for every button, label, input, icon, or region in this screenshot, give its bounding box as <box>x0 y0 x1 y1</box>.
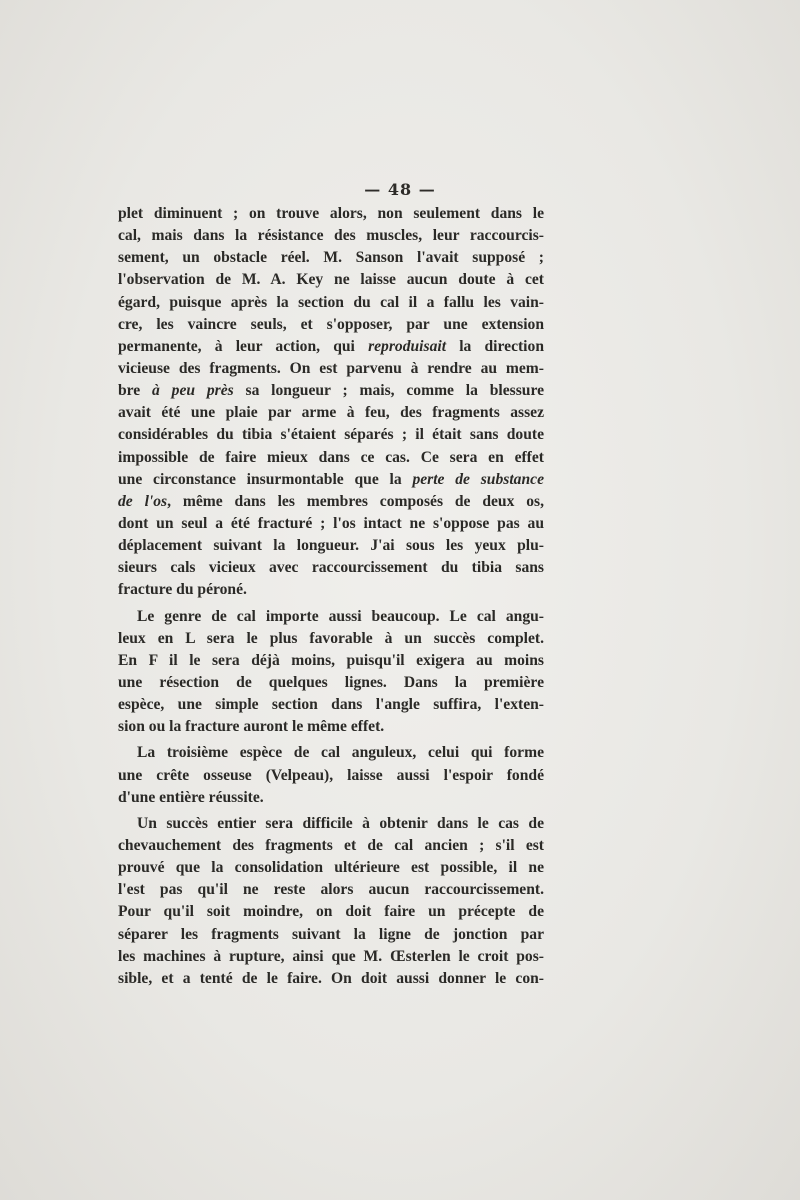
text-run: impossible de faire mieux dans ce cas. Ce sera en effet <box>118 448 544 466</box>
text-run: Pour qu'il soit moindre, on doit faire un précepte de <box>118 903 544 921</box>
text-line <box>118 203 544 225</box>
text-line <box>118 879 544 901</box>
text-line <box>118 813 544 835</box>
text-run: vicieuse des fragments. On est parvenu à rendre au mem- <box>118 359 544 377</box>
text-run: Un succès entier sera difficile à obtenir dans le cas de <box>137 814 544 832</box>
text-line <box>118 857 544 879</box>
body-text <box>118 203 544 990</box>
text-line <box>118 225 544 247</box>
text-run: sement, un obstacle réel. M. Sanson l'avait supposé ; <box>118 249 544 267</box>
text-line <box>118 491 544 513</box>
text-run: égard, puisque après la section du cal il a fallu les vain- <box>118 293 544 311</box>
text-run: En F il le sera déjà moins, puisqu'il exigera au moins <box>118 651 544 669</box>
text-run: sa longueur ; mais, comme la blessure <box>233 382 545 400</box>
text-line <box>118 269 544 291</box>
text-line <box>118 336 544 358</box>
text-run: la direction <box>446 337 544 355</box>
text-run: fracture du péroné. <box>118 581 247 599</box>
paragraph <box>118 203 544 602</box>
text-line <box>118 513 544 535</box>
text-run: considérables du tibia s'étaient séparés ; il était sans doute <box>118 426 544 444</box>
text-run: Le genre de cal importe aussi beaucoup. Le cal angu- <box>137 607 544 625</box>
italic-text: de l'os <box>118 492 168 510</box>
text-line <box>118 447 544 469</box>
text-run: d'une entière réussite. <box>118 788 264 806</box>
text-line <box>118 469 544 491</box>
text-line <box>118 535 544 557</box>
text-line <box>118 314 544 336</box>
text-run: prouvé que la consolidation ultérieure est possible, il ne <box>118 859 544 877</box>
text-run: l'observation de M. A. Key ne laisse aucun doute à cet <box>118 271 544 289</box>
text-line <box>118 628 544 650</box>
text-run: cre, les vaincre seuls, et s'opposer, par une extension <box>118 315 544 333</box>
text-run: sible, et a tenté de le faire. On doit aussi donner le con- <box>118 969 544 987</box>
paragraph <box>118 742 544 808</box>
text-line <box>118 672 544 694</box>
text-line <box>118 968 544 990</box>
text-run: avait été une plaie par arme à feu, des fragments assez <box>118 404 544 422</box>
text-line <box>118 716 544 738</box>
text-line <box>118 650 544 672</box>
text-line <box>118 946 544 968</box>
italic-text: perte de substance <box>412 470 544 488</box>
page-number: — 48 — <box>364 180 436 199</box>
text-run: dont un seul a été fracturé ; l'os intact ne s'oppose pas au <box>118 514 544 532</box>
text-line <box>118 557 544 579</box>
text-run: les machines à rupture, ainsi que M. Œsterlen le croit pos- <box>118 947 544 965</box>
text-run: cal, mais dans la résistance des muscles, leur raccourcis- <box>118 227 544 245</box>
text-line <box>118 924 544 946</box>
text-run: , même dans les membres composés de deux os, <box>167 492 544 510</box>
text-run: bre <box>118 382 153 400</box>
text-line <box>118 901 544 923</box>
text-run: une résection de quelques lignes. Dans la première <box>118 673 544 691</box>
italic-text: à peu près <box>152 382 234 400</box>
text-line <box>118 380 544 402</box>
text-line <box>118 424 544 446</box>
text-run: une circonstance insurmontable que la <box>118 470 413 488</box>
text-run: une crête osseuse (Velpeau), laisse aussi l'espoir fondé <box>118 766 544 784</box>
text-run: séparer les fragments suivant la ligne de jonction par <box>118 925 544 943</box>
text-line <box>118 742 544 764</box>
text-run: déplacement suivant la longueur. J'ai sous les yeux plu- <box>118 537 544 555</box>
text-line <box>118 606 544 628</box>
paragraph <box>118 606 544 739</box>
text-line <box>118 579 544 601</box>
paragraph <box>118 813 544 990</box>
text-line <box>118 694 544 716</box>
text-line <box>118 292 544 314</box>
text-run: leux en L sera le plus favorable à un succès complet. <box>118 629 544 647</box>
text-line <box>118 765 544 787</box>
italic-text: reproduisait <box>368 337 447 355</box>
text-run: chevauchement des fragments et de cal ancien ; s'il est <box>118 836 544 854</box>
text-line <box>118 358 544 380</box>
text-run: espèce, une simple section dans l'angle suffira, l'exten- <box>118 696 544 714</box>
text-run: La troisième espèce de cal anguleux, celui qui forme <box>137 744 544 762</box>
text-run: plet diminuent ; on trouve alors, non seulement dans le <box>118 205 544 222</box>
text-line <box>118 835 544 857</box>
text-line <box>118 247 544 269</box>
text-line <box>118 402 544 424</box>
text-line <box>118 787 544 809</box>
text-run: sion ou la fracture auront le même effet. <box>118 718 385 736</box>
text-run: sieurs cals vicieux avec raccourcissement du tibia sans <box>118 559 544 577</box>
text-run: l'est pas qu'il ne reste alors aucun raccourcissement. <box>118 881 544 899</box>
text-run: permanente, à leur action, qui <box>118 337 369 355</box>
